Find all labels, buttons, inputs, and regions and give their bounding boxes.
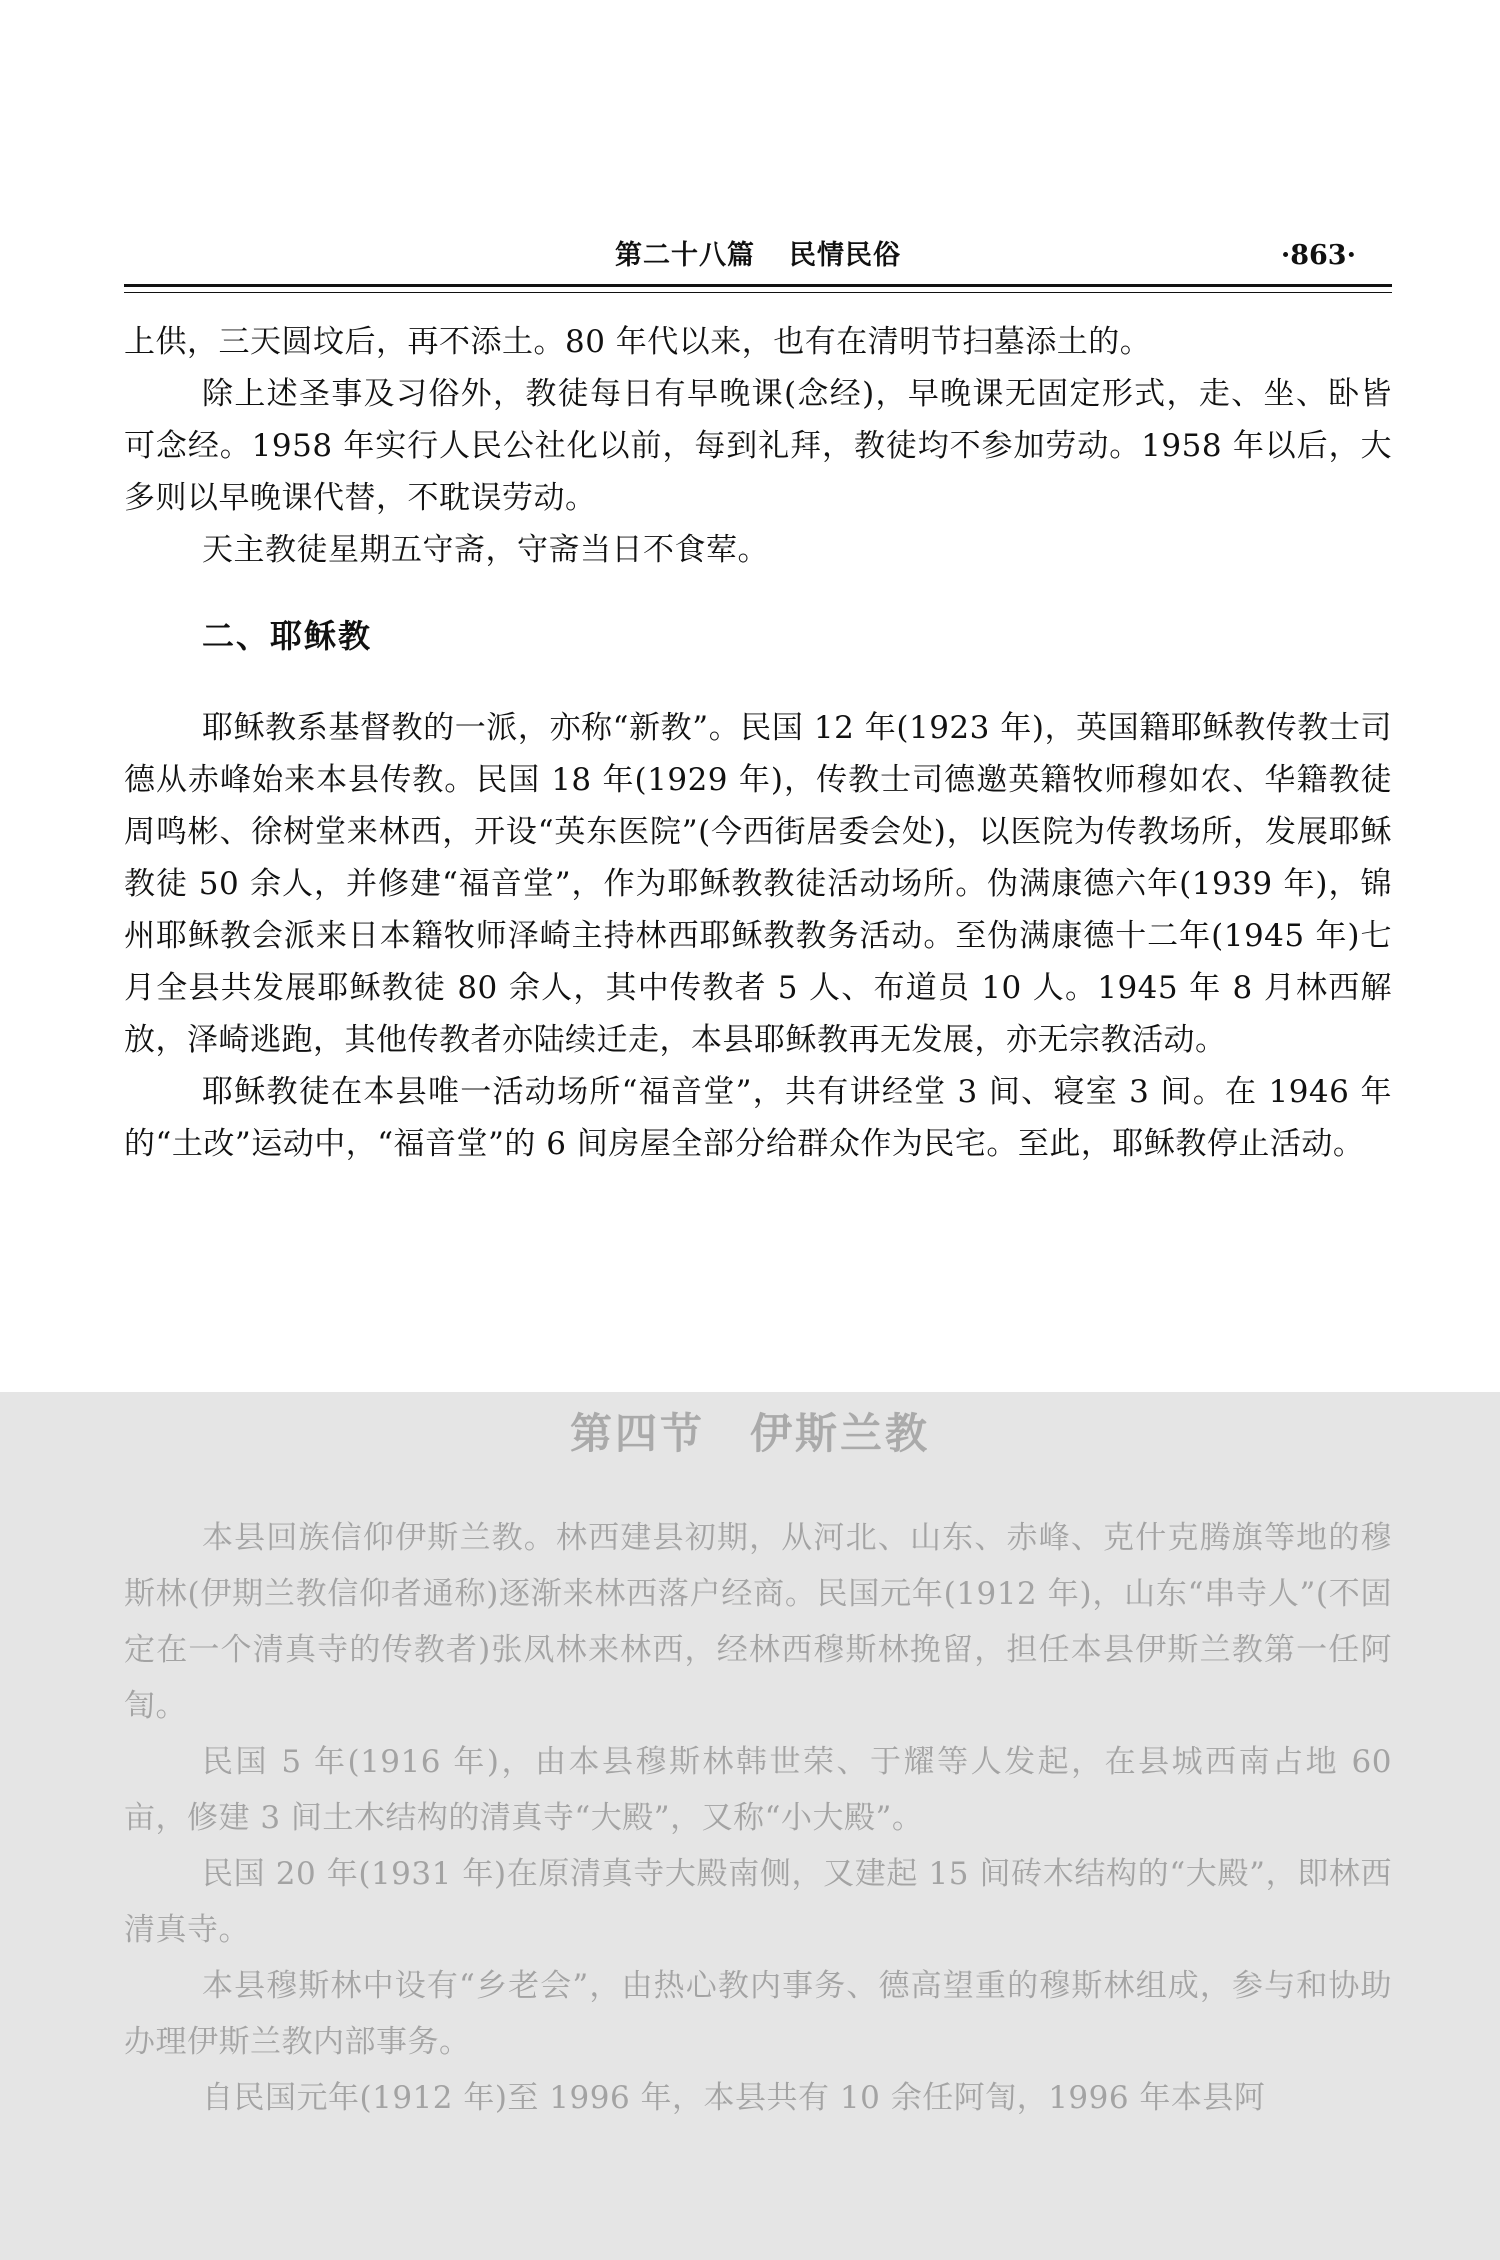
paragraph: 本县穆斯林中设有“乡老会”，由热心教内事务、德高望重的穆斯林组成，参与和协助办理伊斯兰教内部事务。 xyxy=(124,1968,1392,2060)
paragraph: 上供，三天圆坟后，再不添土。80 年代以来，也有在清明节扫墓添土的。 xyxy=(124,324,1152,360)
section-title: 第四节 伊斯兰教 xyxy=(569,1409,930,1458)
paragraph: 耶稣教系基督教的一派，亦称“新教”。民国 12 年(1923 年)，英国籍耶稣教传教士司德从赤峰始来本县传教。民国 18 年(1929 年)，传教士司德邀英籍牧师穆如农、华籍教徒周鸣彬、徐树堂来林西，开设“英东医院”(今西街居委会处)，以医院为传教场所，发展耶稣教徒 50 余人，并修建“福音堂”，作为耶稣教教徒活动场所。伪满康德六年(1939 年)，锦州耶稣教会派来日本籍牧师泽崎主持林西耶稣教教务活动。至伪满康德十二年(1945 年)七月全县共发展耶稣教徒 80 余人，其中传教者 5 人、布道员 10 人。1945 年 8 月林西解放，泽崎逃跑，其他传教者亦陆续迁走，本县耶稣教再无发展，亦无宗教活动。 xyxy=(124,710,1392,1058)
paragraph: 民国 5 年(1916 年)，由本县穆斯林韩世荣、于耀等人发起，在县城西南占地 60 亩，修建 3 间土木结构的清真寺“大殿”，又称“小大殿”。 xyxy=(124,1744,1392,1836)
paragraph: 天主教徒星期五守斋，守斋当日不食荤。 xyxy=(202,532,769,568)
chapter-title: 民情民俗 xyxy=(789,240,901,271)
header-rule-thin xyxy=(124,292,1392,293)
main-text xyxy=(124,316,1392,1170)
chapter-label: 第二十八篇 xyxy=(615,240,755,271)
page-header xyxy=(124,236,1392,284)
page-number: ·863· xyxy=(1280,240,1356,271)
header-rule xyxy=(124,284,1392,287)
paragraph: 民国 20 年(1931 年)在原清真寺大殿南侧，又建起 15 间砖木结构的“大殿”，即林西清真寺。 xyxy=(124,1856,1392,1948)
section-text xyxy=(124,1510,1392,2126)
paragraph: 耶稣教徒在本县唯一活动场所“福音堂”，共有讲经堂 3 间、寝室 3 间。在 1946 年的“土改”运动中，“福音堂”的 6 间房屋全部分给群众作为民宅。至此，耶稣教停止活动。 xyxy=(124,1074,1392,1162)
running-head xyxy=(124,236,1392,276)
paragraph: 本县回族信仰伊斯兰教。林西建县初期，从河北、山东、赤峰、克什克腾旗等地的穆斯林(伊期兰教信仰者通称)逐渐来林西落户经商。民国元年(1912 年)，山东“串寺人”(不固定在一个清真寺的传教者)张凤林来林西，经林西穆斯林挽留，担任本县伊斯兰教第一任阿訇。 xyxy=(124,1520,1392,1724)
subsection-heading: 二、耶稣教 xyxy=(202,617,373,655)
paragraph: 除上述圣事及习俗外，教徒每日有早晚课(念经)，早晚课无固定形式，走、坐、卧皆可念经。1958 年实行人民公社化以前，每到礼拜，教徒均不参加劳动。1958 年以后，大多则以早晚课代替，不耽误劳动。 xyxy=(124,376,1392,516)
paragraph: 自民国元年(1912 年)至 1996 年，本县共有 10 余任阿訇，1996 年本县阿 xyxy=(202,2080,1266,2116)
